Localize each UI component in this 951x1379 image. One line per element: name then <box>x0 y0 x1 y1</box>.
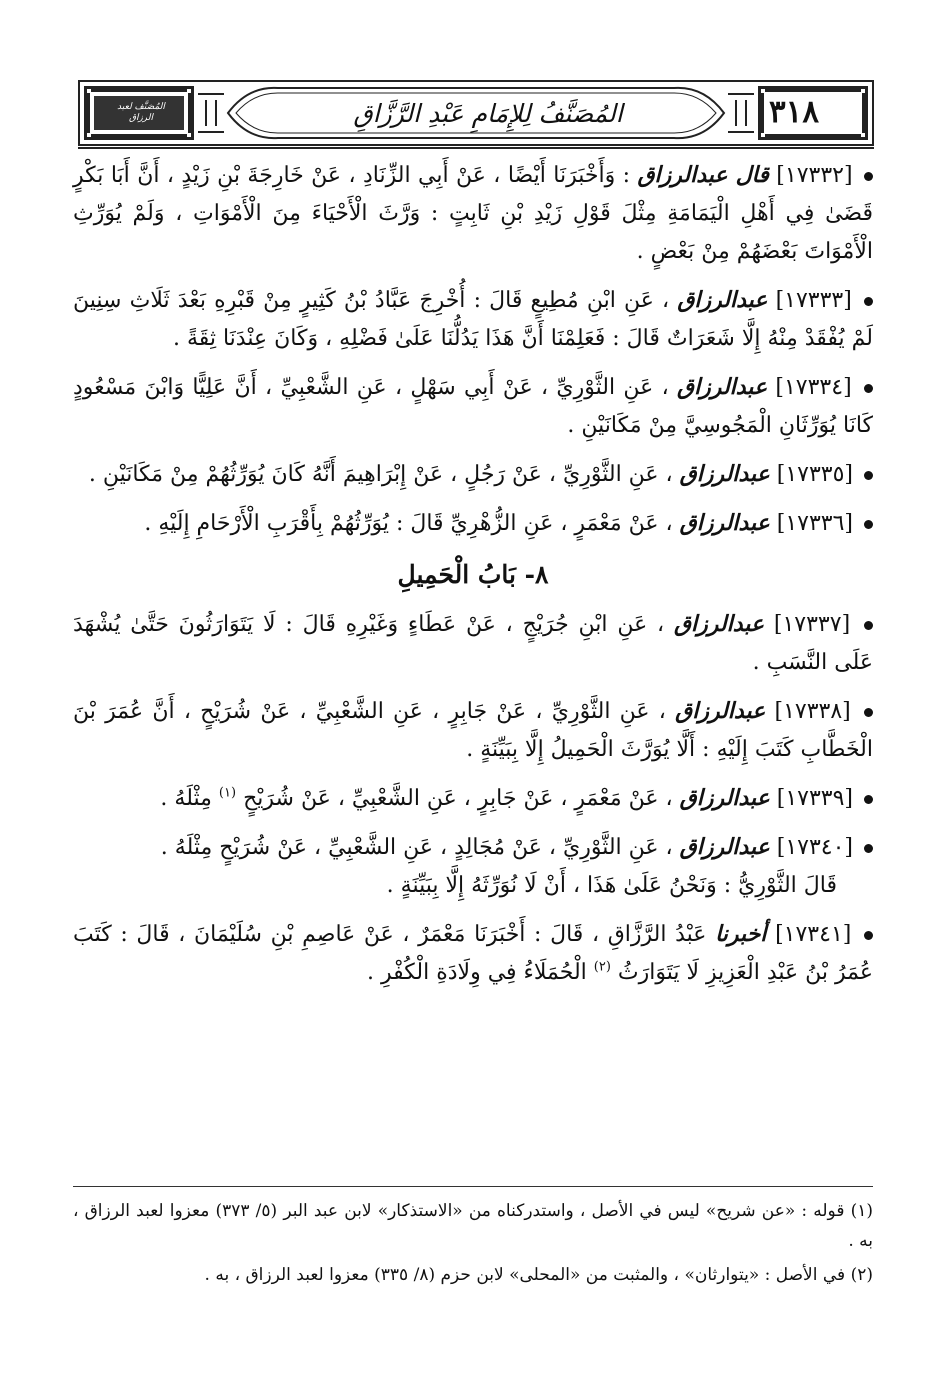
entry-text: ، عَنِ ابْنِ مُطِيعٍ قَالَ : أُخْرِجَ عَبَّادُ بْنُ كَثِيرٍ مِنْ قَبْرِهِ بَعْدَ ثَلَاثِ سِنِينَ لَمْ يُفْقَدْ مِنْهُ إِلَّا شَعَرَاتٌ قَالَ : فَعَلِمْنَا أَنَّ هَذَا يَدُلُّنَا عَلَىٰ فَضْلِهِ ، وَكَانَ عِنْدَنَا ثِقَةً . <box>73 288 873 351</box>
hadith-entry-17340 <box>73 828 873 905</box>
header-rule <box>78 147 874 149</box>
bullet-icon <box>864 931 873 940</box>
entry-number: [١٧٣٣٥] <box>776 462 853 487</box>
hadith-entry-17341 <box>73 915 873 992</box>
main-text <box>73 156 873 1002</box>
narrator-name: عبدالرزاق <box>677 374 768 400</box>
narrator-name: عبدالرزاق <box>679 834 770 860</box>
entry-text: ، عَنِ الثَّوْرِيِّ ، عَنْ رَجُلٍ ، عَنْ إِبْرَاهِيمَ أَنَّهُ كَانَ يُوَرِّثُهُمْ مِنْ مَكَانَيْنِ . <box>88 462 673 487</box>
entry-text: ، عَنِ الثَّوْرِيِّ ، عَنْ مُجَالِدٍ ، عَنِ الشَّعْبِيِّ ، عَنْ شُرَيْحٍ مِثْلَهُ . <box>160 835 673 860</box>
hadith-entry-17332 <box>73 156 873 271</box>
bullet-icon <box>864 172 873 181</box>
entry-number: [١٧٣٣٦] <box>776 511 853 536</box>
narrator-name: عبدالرزاق <box>675 698 766 724</box>
entry-number: [١٧٣٤٠] <box>776 835 853 860</box>
entry-text: عَبْدُ الرَّزَّاقِ ، قَالَ : أَخْبَرَنَا مَعْمَرٌ ، عَنْ عَاصِمِ بْنِ سُلَيْمَانَ ، قَالَ : كَتَبَ عُمَرُ بْنُ عَبْدِ الْعَزِيزِ لَا يَتَوَارَثُ <box>73 922 873 985</box>
entry-text: ، عَنِ الثَّوْرِيِّ ، عَنْ أَبِي سَهْلٍ ، عَنِ الشَّعْبِيِّ ، أَنَّ عَلِيًّا وَابْنَ مَسْعُودٍ كَانَا يُوَرِّثَانِ الْمَجُوسِيَّ مِنْ مَكَانَيْنِ . <box>73 375 873 438</box>
narrator-name: عبدالرزاق <box>679 461 770 487</box>
bullet-icon <box>864 708 873 717</box>
footnotes <box>73 1196 873 1294</box>
thawri-comment: قَالَ الثَّوْرِيُّ : وَنَحْنُ عَلَىٰ هَذَا ، أَنْ لَا نُوَرِّثَهُ إِلَّا بِبَيِّنَةٍ . <box>386 873 837 898</box>
narrator-name: عبدالرزاق <box>679 510 770 536</box>
entry-number: [١٧٣٣٣] <box>775 288 852 313</box>
bullet-icon <box>864 795 873 804</box>
hadith-entry-17333 <box>73 281 873 358</box>
entry-text: ، عَنِ ابْنِ جُرَيْجٍ ، عَنْ عَطَاءٍ وَغَيْرِهِ قَالَ : لَا يَتَوَارَثُونَ حَتَّىٰ يُشْهَدَ عَلَى النَّسَبِ . <box>73 612 873 675</box>
footnote-2: (٢) في الأصل : «يتوارثان» ، والمثبت من «المحلى» لابن حزم (٨/ ٣٣٥) معزوا لعبد الرزاق ، به . <box>204 1265 873 1285</box>
narrator-name: أخبرنا <box>715 921 767 947</box>
footnote-marker-1[interactable]: (١) <box>218 785 237 801</box>
page-header <box>78 80 874 146</box>
entry-number: [١٧٣٣٤] <box>775 375 852 400</box>
entry-text: ، عَنْ مَعْمَرٍ ، عَنِ الزُّهْرِيِّ قَالَ : يُوَرِّثُهُمْ بِأَقْرَبِ الْأَرْحَامِ إِلَيْهِ . <box>144 511 673 536</box>
narrator-name: قال عبدالرزاق <box>637 162 769 188</box>
footnote-1: (١) قوله : «عن شريح» ليس في الأصل ، واستدركناه من «الاستذكار» لابن عبد البر (٥/ ٣٧٣) معزوا لعبد الرزاق ، به . <box>73 1201 874 1251</box>
running-title: المُصَنَّفُ لِلإِمَامِ عَبْدِ الرَّزَّاقِ <box>353 99 623 128</box>
bullet-icon <box>864 471 873 480</box>
narrator-name: عبدالرزاق <box>679 785 770 811</box>
bullet-icon <box>864 844 873 853</box>
entry-text: : وَأَخْبَرَنَا أَيْضًا ، عَنْ أَبِي الزِّنَادِ ، عَنْ خَارِجَةَ بْنِ زَيْدٍ ، أَنَّ أَبَا بَكْرٍ قَضَىٰ فِي أَهْلِ الْيَمَامَةِ مِثْلَ قَوْلِ زَيْدِ بْنِ ثَابِتٍ : وَرَّثَ الْأَحْيَاءَ مِنَ الْأَمْوَاتِ ، وَلَمْ يُوَرِّثِ الْأَمْوَاتَ بَعْضَهُمْ مِنْ بَعْضٍ . <box>73 163 873 264</box>
entry-number: [١٧٣٤١] <box>775 922 852 947</box>
page-number: ٣١٨ <box>769 94 819 130</box>
entry-text-continued: الْحُمَلَاءُ فِي وِلَادَةِ الْكُفْرِ . <box>367 960 587 985</box>
narrator-name: عبدالرزاق <box>677 287 768 313</box>
entry-number: [١٧٣٣٨] <box>774 699 851 724</box>
bullet-icon <box>864 621 873 630</box>
hadith-entry-17336 <box>73 504 873 543</box>
bullet-icon <box>864 384 873 393</box>
chapter-heading: ٨- بَابُ الْحَمِيلِ <box>397 560 549 589</box>
entry-text-continued: مِثْلَهُ . <box>160 786 212 811</box>
book-emblem: المُصَنَّف لعبد الرزاق <box>117 102 165 123</box>
narrator-name: عبدالرزاق <box>673 611 765 637</box>
entry-text: ، عَنِ الثَّوْرِيِّ ، عَنْ جَابِرٍ ، عَنِ الشَّعْبِيِّ ، عَنْ شُرَيْحٍ ، أَنَّ عُمَرَ بْنَ الْخَطَّابِ كَتَبَ إِلَيْهِ : أَلَّا يُوَرَّثَ الْحَمِيلُ إِلَّا بِبَيِّنَةٍ . <box>73 699 873 762</box>
entry-number: [١٧٣٣٩] <box>776 786 853 811</box>
footnote-marker-2[interactable]: (٢) <box>593 959 611 975</box>
footnote-separator <box>73 1186 873 1187</box>
hadith-entry-17334 <box>73 368 873 445</box>
entry-text: ، عَنْ مَعْمَرٍ ، عَنْ جَابِرٍ ، عَنِ الشَّعْبِيِّ ، عَنْ شُرَيْحٍ <box>243 786 673 811</box>
hadith-entry-17337 <box>73 605 873 682</box>
hadith-entry-17339 <box>73 779 873 818</box>
bullet-icon <box>864 520 873 529</box>
entry-number: [١٧٣٣٧] <box>773 612 851 637</box>
bullet-icon <box>864 297 873 306</box>
hadith-entry-17335 <box>73 455 873 494</box>
hadith-entry-17338 <box>73 692 873 769</box>
entry-number: [١٧٣٣٢] <box>776 163 853 188</box>
